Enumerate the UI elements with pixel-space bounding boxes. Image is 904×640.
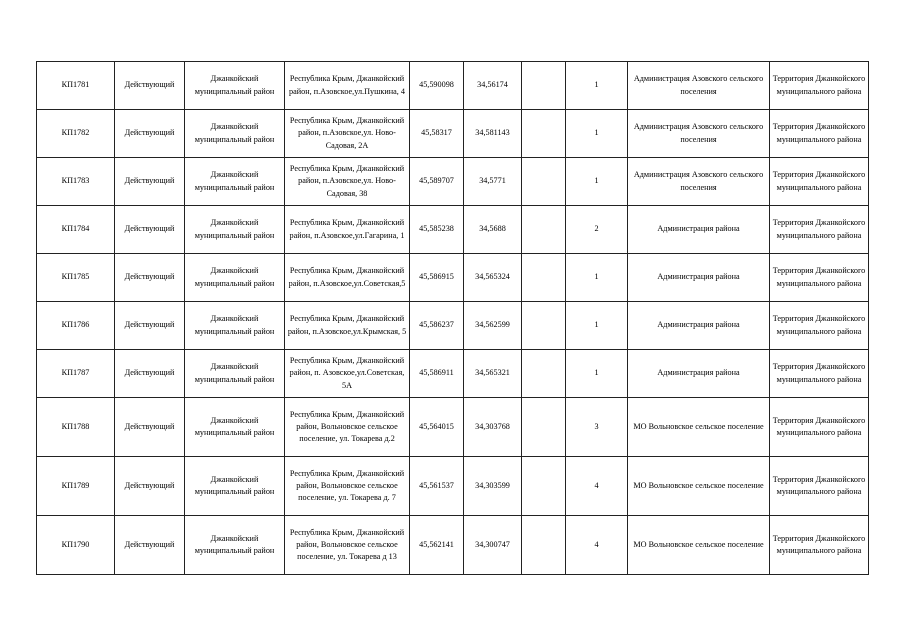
- cell-territory: Территория Джанкойского муниципального района: [770, 254, 869, 302]
- cell-empty: [522, 457, 566, 516]
- cell-longitude: 34,581143: [464, 110, 522, 158]
- table-row: [37, 457, 869, 516]
- cell-code: КП1789: [37, 457, 115, 516]
- cell-owner: МО Вольновское сельское поселение: [628, 398, 770, 457]
- cell-district: Джанкойский муниципальный район: [185, 302, 285, 350]
- cell-count: 1: [566, 110, 628, 158]
- cell-status: Действующий: [115, 457, 185, 516]
- cell-address: Республика Крым, Джанкойский район, п.Азовское,ул.Советская,5: [285, 254, 410, 302]
- cell-district: Джанкойский муниципальный район: [185, 350, 285, 398]
- cell-status: Действующий: [115, 302, 185, 350]
- cell-count: 1: [566, 158, 628, 206]
- cell-longitude: 34,303599: [464, 457, 522, 516]
- cell-owner: МО Вольновское сельское поселение: [628, 457, 770, 516]
- cell-owner: Администрация района: [628, 206, 770, 254]
- cell-latitude: 45,562141: [410, 516, 464, 575]
- cell-status: Действующий: [115, 516, 185, 575]
- cell-longitude: 34,565324: [464, 254, 522, 302]
- cell-longitude: 34,300747: [464, 516, 522, 575]
- cell-territory: Территория Джанкойского муниципального района: [770, 110, 869, 158]
- cell-count: 1: [566, 350, 628, 398]
- cell-territory: Территория Джанкойского муниципального района: [770, 398, 869, 457]
- cell-district: Джанкойский муниципальный район: [185, 206, 285, 254]
- cell-owner: Администрация Азовского сельского поселения: [628, 62, 770, 110]
- cell-owner: МО Вольновское сельское поселение: [628, 516, 770, 575]
- cell-longitude: 34,5688: [464, 206, 522, 254]
- cell-code: КП1790: [37, 516, 115, 575]
- cell-district: Джанкойский муниципальный район: [185, 110, 285, 158]
- cell-latitude: 45,590098: [410, 62, 464, 110]
- cell-latitude: 45,585238: [410, 206, 464, 254]
- cell-status: Действующий: [115, 110, 185, 158]
- cell-code: КП1781: [37, 62, 115, 110]
- cell-status: Действующий: [115, 350, 185, 398]
- cell-count: 2: [566, 206, 628, 254]
- cell-address: Республика Крым, Джанкойский район, п.Азовское,ул.Гагарина, 1: [285, 206, 410, 254]
- cell-address: Республика Крым, Джанкойский район, п.Азовское,ул. Ново-Садовая, 38: [285, 158, 410, 206]
- cell-count: 1: [566, 254, 628, 302]
- cell-status: Действующий: [115, 62, 185, 110]
- cell-territory: Территория Джанкойского муниципального района: [770, 62, 869, 110]
- cell-territory: Территория Джанкойского муниципального района: [770, 516, 869, 575]
- cell-district: Джанкойский муниципальный район: [185, 254, 285, 302]
- cell-code: КП1785: [37, 254, 115, 302]
- cell-address: Республика Крым, Джанкойский район, п. Азовское,ул.Советская, 5А: [285, 350, 410, 398]
- cell-empty: [522, 302, 566, 350]
- cell-territory: Территория Джанкойского муниципального района: [770, 206, 869, 254]
- cell-owner: Администрация Азовского сельского поселения: [628, 158, 770, 206]
- cell-code: КП1783: [37, 158, 115, 206]
- cell-count: 4: [566, 516, 628, 575]
- cell-code: КП1784: [37, 206, 115, 254]
- cell-code: КП1786: [37, 302, 115, 350]
- table-row: [37, 206, 869, 254]
- cell-longitude: 34,565321: [464, 350, 522, 398]
- cell-status: Действующий: [115, 398, 185, 457]
- cell-empty: [522, 350, 566, 398]
- cell-latitude: 45,58317: [410, 110, 464, 158]
- table-row: [37, 110, 869, 158]
- cell-district: Джанкойский муниципальный район: [185, 516, 285, 575]
- cell-count: 1: [566, 302, 628, 350]
- cell-latitude: 45,586237: [410, 302, 464, 350]
- cell-longitude: 34,56174: [464, 62, 522, 110]
- cell-latitude: 45,586915: [410, 254, 464, 302]
- cell-empty: [522, 62, 566, 110]
- cell-latitude: 45,564015: [410, 398, 464, 457]
- table-row: [37, 350, 869, 398]
- cell-count: 1: [566, 62, 628, 110]
- table-row: [37, 516, 869, 575]
- table-row: [37, 302, 869, 350]
- cell-longitude: 34,303768: [464, 398, 522, 457]
- cell-owner: Администрация района: [628, 254, 770, 302]
- cell-owner: Администрация района: [628, 302, 770, 350]
- cell-longitude: 34,562599: [464, 302, 522, 350]
- cell-address: Республика Крым, Джанкойский район, п.Азовское,ул. Ново-Садовая, 2А: [285, 110, 410, 158]
- cell-status: Действующий: [115, 206, 185, 254]
- cell-territory: Территория Джанкойского муниципального района: [770, 457, 869, 516]
- cell-latitude: 45,586911: [410, 350, 464, 398]
- cell-empty: [522, 516, 566, 575]
- table-row: [37, 62, 869, 110]
- cell-owner: Администрация района: [628, 350, 770, 398]
- cell-address: Республика Крым, Джанкойский район, Вольновское сельское поселение, ул. Токарева д.2: [285, 398, 410, 457]
- cell-address: Республика Крым, Джанкойский район, п.Азовское,ул.Крымская, 5: [285, 302, 410, 350]
- cell-territory: Территория Джанкойского муниципального района: [770, 350, 869, 398]
- cell-district: Джанкойский муниципальный район: [185, 398, 285, 457]
- cell-longitude: 34,5771: [464, 158, 522, 206]
- cell-empty: [522, 398, 566, 457]
- cell-status: Действующий: [115, 254, 185, 302]
- cell-status: Действующий: [115, 158, 185, 206]
- table-row: [37, 254, 869, 302]
- cell-latitude: 45,589707: [410, 158, 464, 206]
- cell-empty: [522, 254, 566, 302]
- cell-code: КП1782: [37, 110, 115, 158]
- cell-district: Джанкойский муниципальный район: [185, 457, 285, 516]
- cell-address: Республика Крым, Джанкойский район, Вольновское сельское поселение, ул. Токарева д 13: [285, 516, 410, 575]
- cell-district: Джанкойский муниципальный район: [185, 62, 285, 110]
- cell-territory: Территория Джанкойского муниципального района: [770, 158, 869, 206]
- cell-empty: [522, 158, 566, 206]
- cell-code: КП1787: [37, 350, 115, 398]
- table-row: [37, 158, 869, 206]
- cell-code: КП1788: [37, 398, 115, 457]
- cell-district: Джанкойский муниципальный район: [185, 158, 285, 206]
- cell-count: 4: [566, 457, 628, 516]
- cell-latitude: 45,561537: [410, 457, 464, 516]
- cell-empty: [522, 206, 566, 254]
- cell-address: Республика Крым, Джанкойский район, п.Азовское,ул.Пушкина, 4: [285, 62, 410, 110]
- registry-body: [37, 62, 869, 575]
- cell-owner: Администрация Азовского сельского поселения: [628, 110, 770, 158]
- cell-count: 3: [566, 398, 628, 457]
- cell-address: Республика Крым, Джанкойский район, Вольновское сельское поселение, ул. Токарева д. 7: [285, 457, 410, 516]
- registry-table: [36, 61, 869, 575]
- table-row: [37, 398, 869, 457]
- cell-territory: Территория Джанкойского муниципального района: [770, 302, 869, 350]
- cell-empty: [522, 110, 566, 158]
